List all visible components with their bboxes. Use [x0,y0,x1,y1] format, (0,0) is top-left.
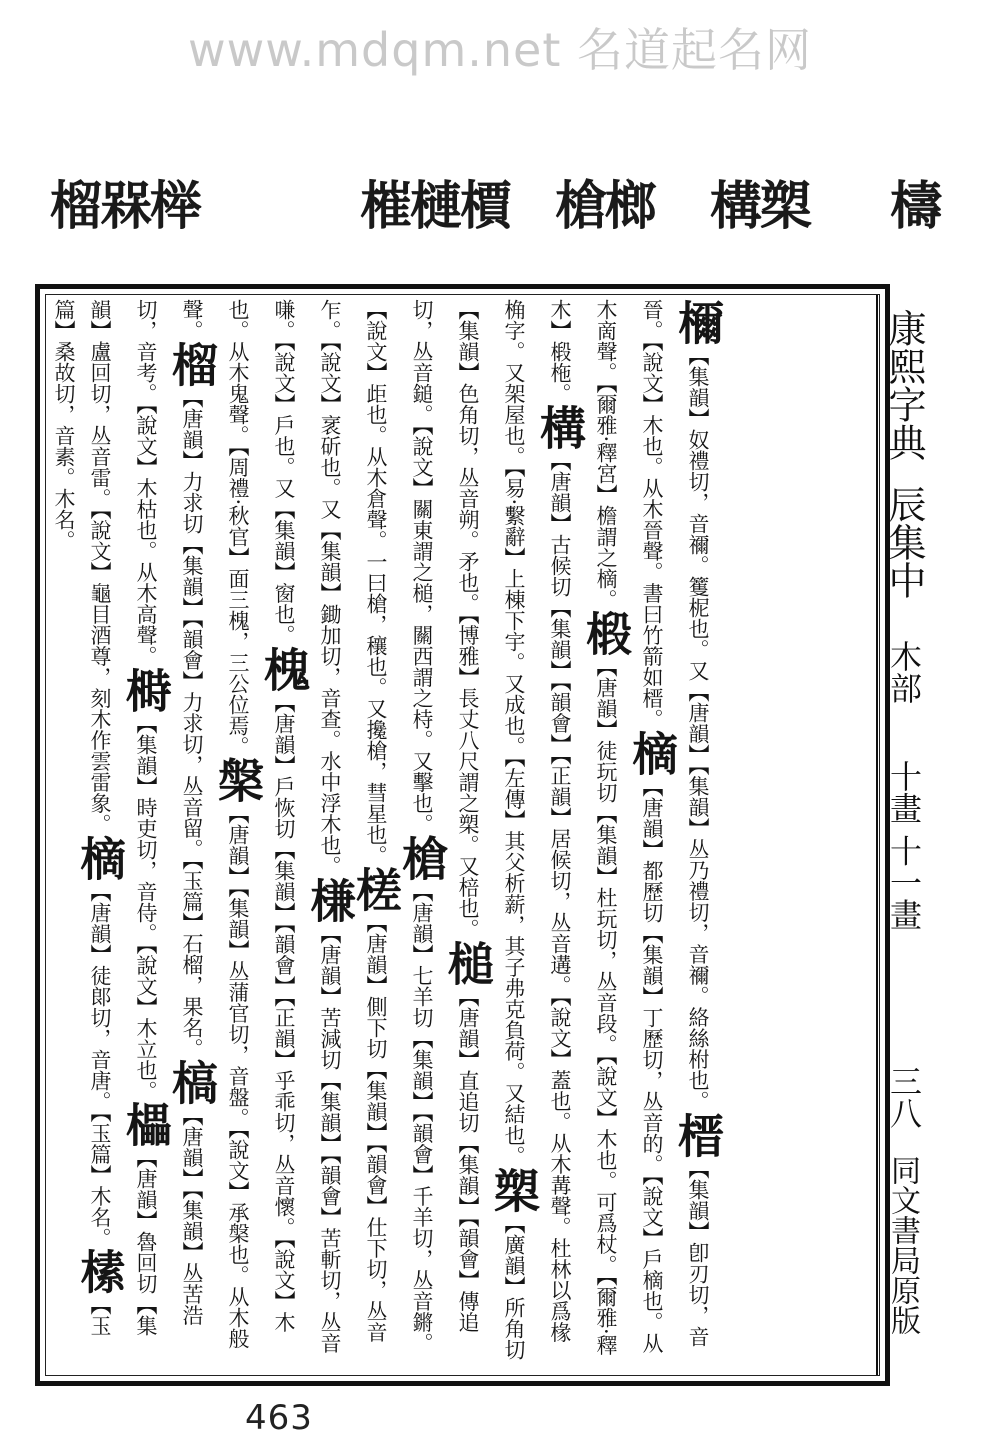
entry-definition: 【集韻】奴禮切，音禰。籆柅也。又【唐韻】【集韻】丛乃禮切，音禰。絡絲柎也。 [686,345,710,1112]
entry-definition: 【唐韻】【集韻】丛蒲官切，音盤。【說文】承槃也。从木般聲。 [180,299,250,1350]
dictionary-entry [165,341,219,1059]
entry-head-character: 榴 [165,341,219,387]
entry-head-character: 槎 [349,866,403,912]
entry-definition: 【唐韻】直追切【集韻】【韻會】傳追切，丛音鎚。【說文】關東謂之槌，關西謂之㭙。又擊也。 [410,299,480,1332]
dictionary-body [50,299,872,1371]
page-inner-frame [45,294,926,1376]
entry-definition: 【廣韻】所角切【集韻】色角切，丛音朔。矛也。【博雅】長丈八尺謂之槊。又棓也。 [456,299,526,1360]
entry-definition: 【唐韻】古候切【集韻】【韻會】【正韻】居候切，丛音遘。【說文】蓋也。从木冓聲。杜林以爲椽桷字。又架屋也。【易·繫辭】上棟下宇。又成也。【左傳】其父析薪，其子弗克負荷。又結也。 [502,299,572,1343]
entry-definition: 【唐韻】【集韻】丛苦浩切，音考。【說文】木枯也。从木高聲。 [134,299,204,1326]
seal-heading-1: 檮 [889,176,940,237]
entry-head-character: 槌 [441,939,495,986]
entry-head-character: 槏 [303,876,357,923]
entry-definition: 【唐韻】徒玩切【集韻】杜玩切，丛音段。【說文】木也。可爲杖。【爾雅·釋木】椴柂。 [548,299,618,1356]
leaf-number: 三八 [885,1065,923,1129]
entry-head-character: 榗 [671,1111,725,1158]
entry-definition: 【集韻】時吏切，音侍。【說文】木立也。 [134,712,158,1101]
margin-column [876,295,927,1375]
seal-heading-2: 構槊 [709,176,810,237]
dictionary-entry [73,834,127,1249]
entry-definition: 【玉篇】桑故切，音素。木名。 [52,299,112,1336]
entry-head-character: 構 [533,404,587,450]
entry-head-character: 樀 [73,834,127,881]
watermark: www.mdqm.net 名道起名网 [187,23,813,77]
book-title: 康熙字典 [882,309,926,461]
entry-head-character: 榡 [73,1248,127,1294]
entry-definition: 【唐韻】側下切【集韻】【韻會】仕下切，丛音乍。【說文】衺斫也。又【集韻】鋤加切，音查。水中浮木也。 [318,299,388,1343]
radical-label: 木部 [885,640,923,704]
entry-definition: 【唐韻】戶恢切【集韻】【韻會】【正韻】乎乖切，丛音懷。【說文】木也。从木鬼聲。【周禮·秋官】面三槐，三公位焉。 [226,299,296,1332]
publisher-label: 同文書局原版 [885,1155,920,1335]
seal-heading-row [40,172,960,242]
entry-definition: 【唐韻】力求切【集韻】【韻會】力求切，丛音留。【玉篇】石榴，果名。 [180,387,204,1059]
entry-head-character: 樀 [625,729,679,776]
volume-label: 辰集中 [882,485,926,599]
seal-heading-3: 槍榔 [554,176,655,237]
entry-head-character: 槁 [165,1059,219,1105]
dictionary-columns [50,299,725,1363]
entry-head-character: 檷 [671,299,725,345]
entry-definition: 【唐韻】都歷切【集韻】丁歷切，丛音的。【說文】戶樀也。从木啇聲。【爾雅·釋宮】檐謂之樀。 [594,299,664,1353]
entry-definition: 【集韻】卽刃切，音晉。【說文】木也。从木晉聲。書曰竹箭如榗。 [640,299,710,1347]
entry-definition: 【唐韻】魯回切【集韻】盧回切，丛音雷。【說文】龜目酒尊，刻木作雲雷象。 [88,299,158,1336]
entry-head-character: 榯 [119,666,173,713]
entry-head-character: 櫑 [119,1101,173,1147]
dictionary-entry [119,666,173,1102]
entry-head-character: 槍 [395,834,449,881]
entry-definition: 【唐韻】徒郞切，音唐。【玉篇】木名。 [88,880,112,1248]
entry-head-character: 槃 [211,757,265,804]
page-number: 463 [245,1398,313,1438]
entry-definition: 【唐韻】七羊切【集韻】【韻會】千羊切，丛音鏘。【說文】歫也。从木倉聲。一曰槍，穰也。又攙槍，彗星也。 [364,299,434,1353]
entry-head-character: 槐 [257,645,311,692]
stroke-label: 十畫 十一畫 [885,760,923,931]
seal-heading-4: 槯槤檟 [359,176,510,237]
entry-head-character: 椴 [579,610,633,657]
seal-heading-5: 榴槑榉 [50,176,201,237]
entry-definition: 【唐韻】苦減切【集韻】【韻會】苦斬切，丛音嗛。【說文】戶也。又【集韻】窗也。 [272,299,342,1353]
dictionary-entry [671,299,725,1112]
entry-head-character: 槊 [487,1166,541,1213]
